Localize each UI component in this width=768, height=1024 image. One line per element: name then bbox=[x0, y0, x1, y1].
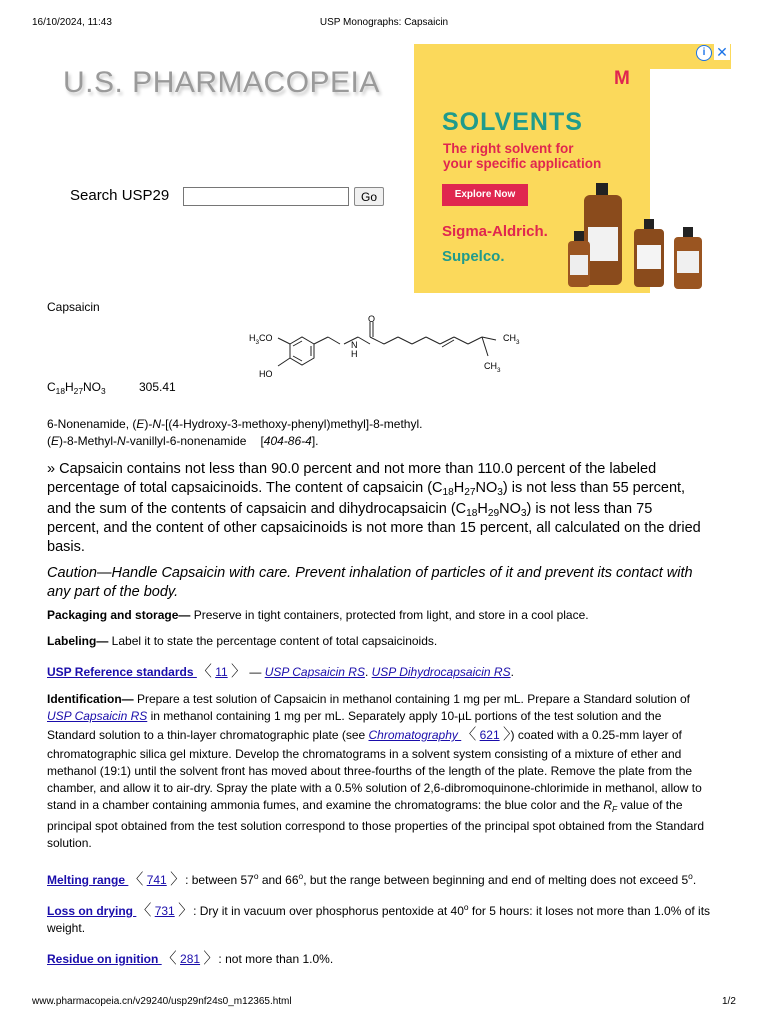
ad-subline-2: your specific application bbox=[443, 156, 602, 171]
loss-on-drying-section: Loss on drying 〈 731 〉: Dry it in vacuum over phosphorus pentoxide at 40$^o$ for 5 hours: it loses not more than 1.0% of its weight. bbox=[47, 902, 711, 935]
capsaicin-rs-link[interactable]: USP Capsaicin RS bbox=[264, 665, 365, 679]
chapter-731-link[interactable]: 731 bbox=[154, 904, 175, 918]
print-page-title: USP Monographs: Capsaicin bbox=[319, 17, 449, 28]
labeling-section: Labeling— Label it to state the percentage content of total capsaicinoids. bbox=[47, 634, 438, 648]
identification-section: Identification— Prepare a test solution of Capsaicin in methanol containing 1 mg per mL. Prepare a Standard solution of USP Capsaicin RS in methanol containing 1 mg per mL. Separately apply 10-µL portions of the test solution and the Standard solution to a thin-layer chromatographic plate (see Chromatography 〈 621 〉) coated with a 0.25-mm layer of chromatographic silica gel mixture. Develop the chromatograms in a solvent system consisting of a mixture of ether and methanol (19:1) until the solvent front has moved about three-fourths of the length of the plate. Remove the plate from the chamber, and allow it to air-dry. Spray the plate with a 0.5% solution of 2,6-dibromoquinone-chlorimide in methanol, allow to stand in a chamber containing ammonia fumes, and examine the chromatograms: the blue color and the $R_F$ value of the principal spot obtained from the test solution correspond to those properties of the principal spot obtained from the Standard solution. bbox=[47, 692, 705, 850]
structure-ch3-bottom: $CH_3$ bbox=[484, 361, 501, 374]
reference-standards-link[interactable]: USP Reference standards bbox=[47, 665, 197, 679]
dihydrocapsaicin-rs-link[interactable]: USP Dihydrocapsaicin RS bbox=[371, 665, 511, 679]
monograph-title: Capsaicin bbox=[47, 300, 100, 314]
molecular-weight: 305.41 bbox=[139, 380, 176, 394]
molecular-formula: $C_{18}H_{27}NO_3$ bbox=[47, 380, 106, 396]
site-logo[interactable]: U.S. PHARMACOPEIA bbox=[63, 66, 380, 99]
structure-nh: N H bbox=[351, 340, 358, 359]
chapter-741-link[interactable]: 741 bbox=[146, 873, 167, 887]
structure-ho: HO bbox=[259, 369, 273, 379]
capsaicin-structure bbox=[240, 312, 540, 382]
ad-info-icon[interactable]: i bbox=[696, 45, 712, 61]
ad-subline-1: The right solvent for bbox=[443, 141, 574, 156]
ad-explore-button[interactable]: Explore Now bbox=[442, 184, 528, 206]
definition-paragraph: » Capsaicin contains not less than 90.0 percent and not more than 110.0 percent of the labeled percentage of total capsaicinoids. The content of capsaicin $(C_{18}H_{27}NO_3)$ is not less than 55 percent, and the sum of the contents of capsaicin and dihydrocapsaicin $(C_{18}H_{29}NO_3)$ is not less than 75 percent, and the content of other capsaicinoids is not more than 15 percent, all calculated on the dried basis. bbox=[47, 461, 701, 555]
chapter-621-link[interactable]: 621 bbox=[479, 728, 500, 742]
structure-h3co: $H_3CO$ bbox=[249, 333, 273, 346]
chemical-name-1: 6-Nonenamide, (E)-N-[(4-Hydroxy-3-methoxy-phenyl)methyl]-8-methyl. bbox=[47, 417, 423, 431]
residue-on-ignition-section: Residue on ignition 〈 281 〉: not more than 1.0%. bbox=[47, 950, 334, 967]
print-datetime: 16/10/2024, 11:43 bbox=[32, 17, 112, 28]
chapter-281-link[interactable]: 281 bbox=[180, 952, 201, 966]
reference-standards-section: USP Reference standards 〈 11 〉 — USP Capsaicin RS. USP Dihydrocapsaicin RS. bbox=[47, 663, 514, 680]
search-label: Search USP29 bbox=[70, 187, 170, 204]
print-page-number: 1/2 bbox=[722, 996, 736, 1007]
residue-on-ignition-link[interactable]: Residue on ignition bbox=[47, 952, 162, 966]
chapter-11-link[interactable]: 11 bbox=[215, 665, 228, 679]
loss-on-drying-link[interactable]: Loss on drying bbox=[47, 904, 137, 918]
chromatography-link[interactable]: Chromatography bbox=[368, 728, 462, 742]
packaging-section: Packaging and storage— Preserve in tight containers, protected from light, and store in a cool place. bbox=[47, 608, 589, 622]
capsaicin-rs-link-2[interactable]: USP Capsaicin RS bbox=[47, 709, 148, 723]
print-url: www.pharmacopeia.cn/v29240/usp29nf24s0_m12365.html bbox=[32, 996, 292, 1007]
search-input[interactable] bbox=[183, 187, 349, 206]
melting-range-section: Melting range 〈 741 〉: between 57$^o$ and 66$^o$, but the range between beginning and end of melting does not exceed 5$^o$. bbox=[47, 871, 697, 888]
ad-brand-mark: M bbox=[614, 68, 630, 89]
melting-range-link[interactable]: Melting range bbox=[47, 873, 129, 887]
structure-ch3-top: $CH_3$ bbox=[503, 333, 520, 346]
ad-close-icon[interactable]: ✕ bbox=[714, 44, 730, 60]
ad-brand-sigma: Sigma-Aldrich. bbox=[442, 223, 548, 240]
ad-brand-supelco: Supelco. bbox=[442, 248, 505, 265]
caution-text: Caution—Handle Capsaicin with care. Prevent inhalation of particles of it and prevent its contact with any part of the body. bbox=[47, 565, 693, 600]
chemical-name-2: (E)-8-Methyl-N-vanillyl-6-nonenamide [404-86-4]. bbox=[47, 434, 319, 448]
ad-headline: SOLVENTS bbox=[442, 108, 583, 136]
structure-o: O bbox=[368, 314, 376, 324]
advertisement[interactable] bbox=[414, 44, 731, 293]
go-button[interactable]: Go bbox=[354, 187, 384, 206]
solvent-bottles-image bbox=[564, 179, 731, 293]
